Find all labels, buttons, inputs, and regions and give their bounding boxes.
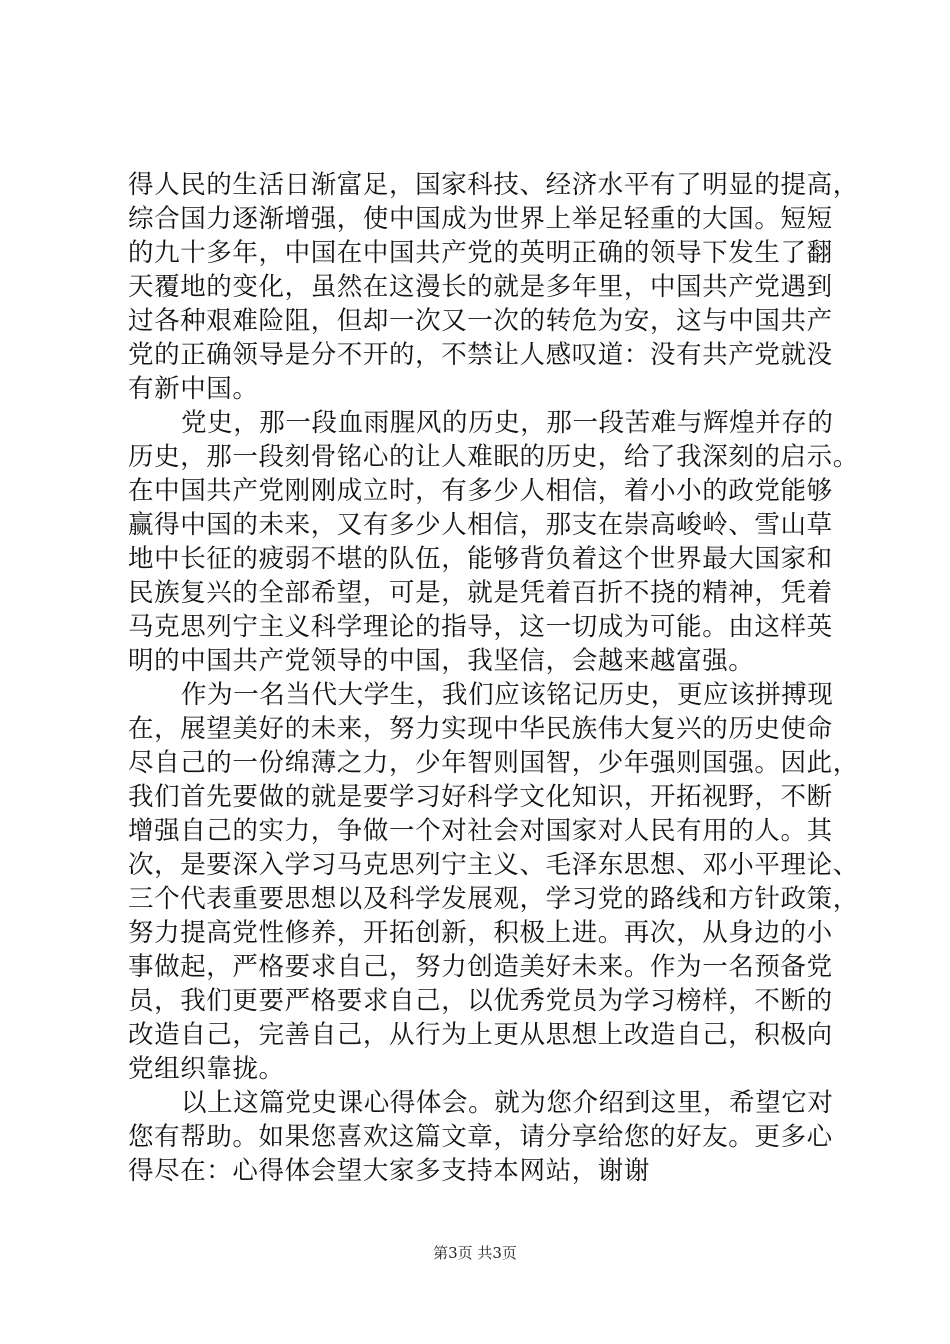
text-line: 改造自己，完善自己，从行为上更从思想上改造自己，积极向	[128, 1020, 833, 1050]
text-line: 过各种艰难险阻，但却一次又一次的转危为安，这与中国共产	[128, 306, 833, 336]
text-line: 得人民的生活日渐富足，国家科技、经济水平有了明显的提高，	[128, 170, 859, 200]
text-line: 党的正确领导是分不开的，不禁让人感叹道：没有共产党就没	[128, 340, 833, 370]
text-line: 赢得中国的未来，又有多少人相信，那支在崇高峻岭、雪山草	[128, 510, 833, 540]
text-line: 地中长征的疲弱不堪的队伍，能够背负着这个世界最大国家和	[128, 544, 833, 574]
text-line: 在中国共产党刚刚成立时，有多少人相信，着小小的政党能够	[128, 476, 833, 506]
text-line: 三个代表重要思想以及科学发展观，学习党的路线和方针政策，	[128, 884, 859, 914]
text-line: 在，展望美好的未来，努力实现中华民族伟大复兴的历史使命	[128, 714, 833, 744]
text-line: 民族复兴的全部希望，可是，就是凭着百折不挠的精神，凭着	[128, 578, 833, 608]
text-line: 历史，那一段刻骨铭心的让人难眠的历史，给了我深刻的启示。	[128, 442, 859, 472]
text-line: 尽自己的一份绵薄之力，少年智则国智，少年强则国强。因此，	[128, 748, 859, 778]
text-line: 明的中国共产党领导的中国，我坚信，会越来越富强。	[128, 646, 755, 676]
text-line: 员，我们更要严格要求自己，以优秀党员为学习榜样，不断的	[128, 986, 833, 1016]
text-line: 有新中国。	[128, 374, 259, 404]
text-line: 综合国力逐渐增强，使中国成为世界上举足轻重的大国。短短	[128, 204, 833, 234]
text-line: 增强自己的实力，争做一个对社会对国家对人民有用的人。其	[128, 816, 833, 846]
document-body	[128, 168, 859, 1188]
text-line: 您有帮助。如果您喜欢这篇文章，请分享给您的好友。更多心	[128, 1122, 833, 1152]
text-line: 作为一名当代大学生，我们应该铭记历史，更应该拼搏现	[181, 680, 834, 710]
page-number-footer: 第3页 共3页	[433, 1244, 517, 1262]
text-line: 事做起，严格要求自己，努力创造美好未来。作为一名预备党	[128, 952, 833, 982]
text-line: 党组织靠拢。	[128, 1054, 285, 1084]
text-line: 我们首先要做的就是要学习好科学文化知识，开拓视野，不断	[128, 782, 833, 812]
text-line: 以上这篇党史课心得体会。就为您介绍到这里，希望它对	[181, 1088, 834, 1118]
text-line: 天覆地的变化，虽然在这漫长的就是多年里，中国共产党遇到	[128, 272, 833, 302]
text-line: 得尽在：心得体会望大家多支持本网站，谢谢	[128, 1156, 651, 1186]
text-line: 马克思列宁主义科学理论的指导，这一切成为可能。由这样英	[128, 612, 833, 642]
text-line: 党史，那一段血雨腥风的历史，那一段苦难与辉煌并存的	[181, 408, 834, 438]
text-line: 努力提高党性修养，开拓创新，积极上进。再次，从身边的小	[128, 918, 833, 948]
text-line: 的九十多年，中国在中国共产党的英明正确的领导下发生了翻	[128, 238, 833, 268]
text-line: 次，是要深入学习马克思列宁主义、毛泽东思想、邓小平理论、	[128, 850, 859, 880]
